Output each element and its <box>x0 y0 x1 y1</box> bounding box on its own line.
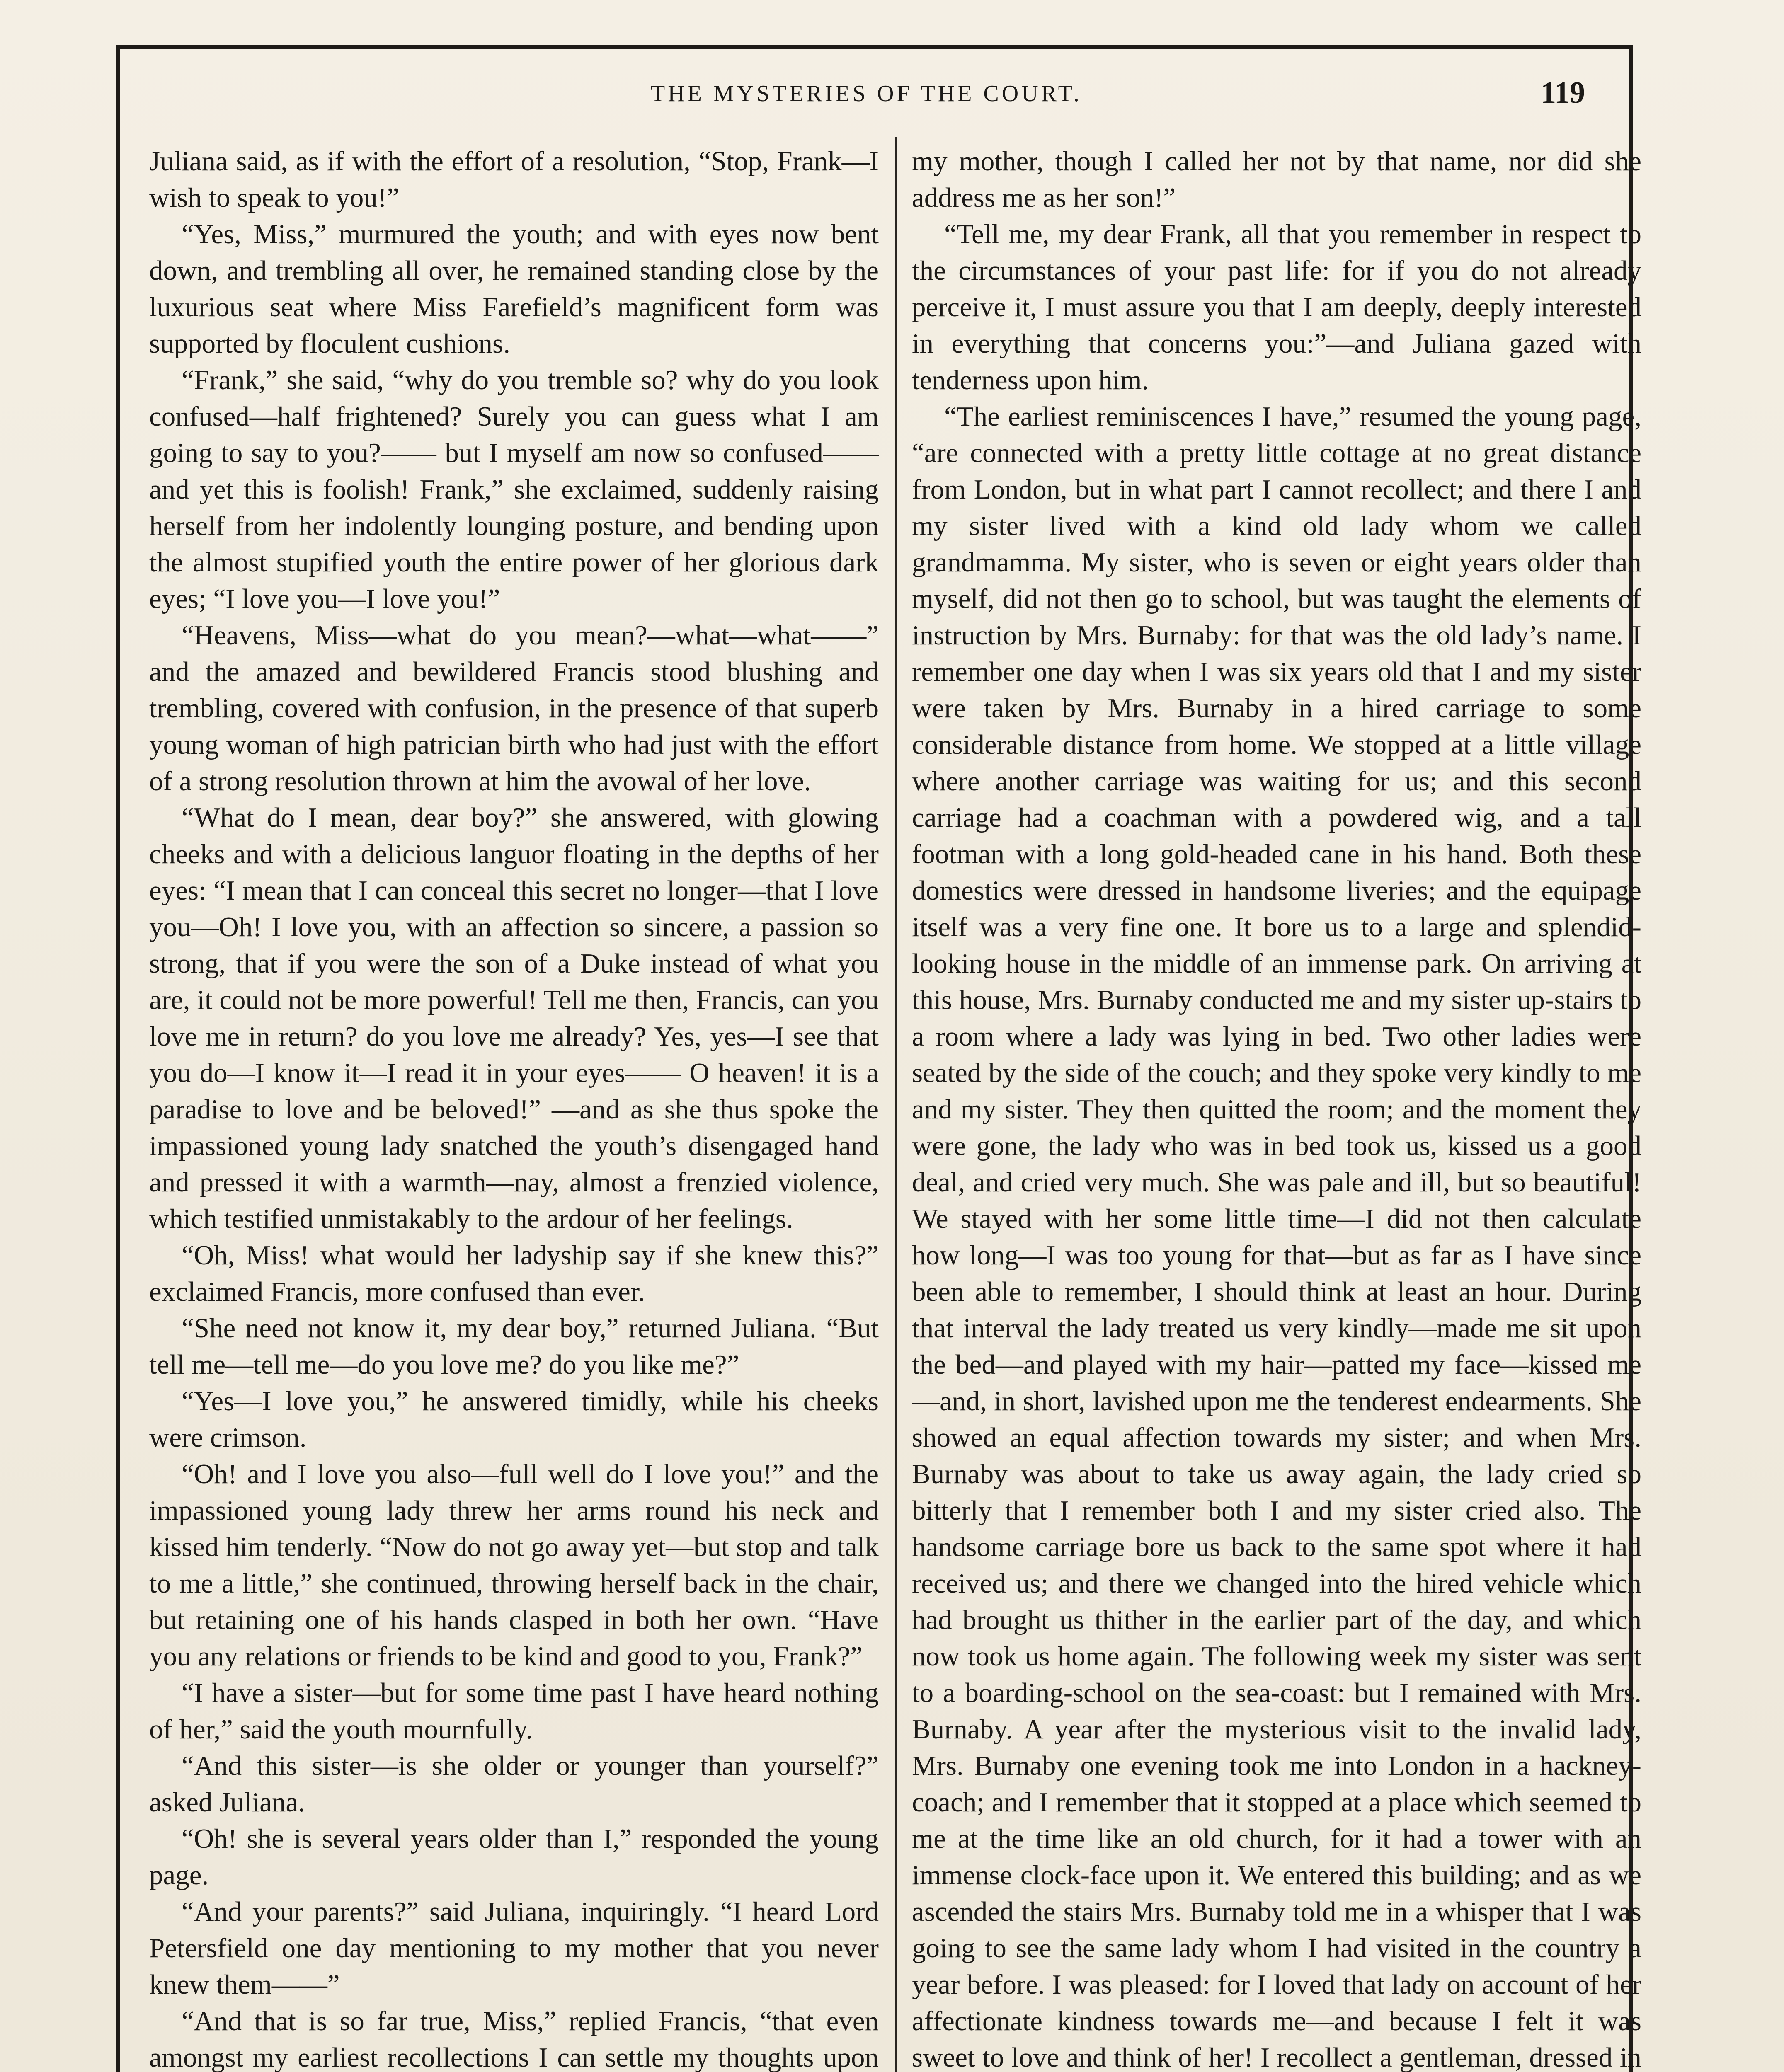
paragraph: “Oh! and I love you also—full well do I love you!” and the impassioned young lady threw her arms round his neck and kissed him tenderly. “Now do not go away yet—but stop and talk to me a little,” she continued, throwing herself back in the chair, but retaining one of his hands clasped in both her own. “Have you any relations or friends to be kind and good to you, Frank?” <box>149 1459 879 1672</box>
running-head <box>605 75 1600 121</box>
page-border-top <box>116 45 1633 49</box>
left-column <box>149 143 879 2072</box>
paragraph: “And that is so far true, Miss,” replied Francis, “that even amongst my earliest recollections I can settle my thoughts upon <box>149 2006 879 2072</box>
paragraph: “The earliest reminiscences I have,” resumed the young page, “are connected with a pretty little cottage at no great distance from London, but in what part I cannot recollect; and there I and my sister lived with a kind old lady whom we called grandmamma. My sister, who is seven or eight years older than myself, did not then go to school, but was taught the elements of instruction by Mrs. Burnaby: for that was the old lady’s name. I remember one day when I was six years old that I and my sister were taken by Mrs. Burnaby in a hired carriage to some considerable distance from home. We stopped at a little village where another carriage was waiting for us; and this second carriage had a coachman with a powdered wig, and a tall footman with a long gold-headed cane in his hand. Both these domestics were dressed in handsome liveries; and the equipage itself was a very fine one. It bore us to a large and splendid-looking house in the middle of an immense park. On arriving at this house, Mrs. Burnaby conducted me and my sister up-stairs to a room where a lady was lying in bed. Two other ladies were seated by the side of the couch; and they spoke very kindly to me and my sister. They then quitted the room; and the moment they were gone, the lady who was in bed took us, kissed us a good deal, and cried very much. She was pale and ill, but so beautiful! We stayed with her some little time—I did not then calculate how long—I was too young for that—but as far as I have since been able to remember, I should think at least an hour. During that interval the lady treated us very kindly—made me sit upon the bed—and played with my hair—patted my face—kissed me—and, in short, lavished upon me the tenderest endearments. She showed an equal affection towards my sister; and when Mrs. Burnaby was about to take us away again, the lady cried so bitterly that I remember both I and my sister cried also. The handsome carriage bore us back to the same spot where it had received us; and there we changed into the hired vehicle which had brought us thither in the earlier part of the day, and which now took us home again. The following week my sister was sent to a boarding-school on the sea-coast: but I remained with Mrs. Burnaby. A year after the mysterious visit to the invalid lady, Mrs. Burnaby one evening took me into London in a hackney-coach; and I remember that it stopped at a place which seemed to me at the time like an old church, for it had a tower with an immense clock-face upon it. We entered this building; and as we ascended the stairs Mrs. Burnaby told me in a whisper that I was going to see the same lady whom I had visited in the country a year before. I was pleased: for I loved that lady on account of her affectionate kindness towards me—and because I felt it was sweet to love and think of her! I recollect a gentleman, dressed in <box>912 401 1641 2072</box>
paragraph: “Yes, Miss,” murmured the youth; and with eyes now bent down, and trembling all over, he remained standing close by the luxurious seat where Miss Farefield’s magnificent form was supported by floculent cushions. <box>149 219 879 359</box>
page-number: 119 <box>1541 76 1585 110</box>
paragraph: “What do I mean, dear boy?” she answered, with glowing cheeks and with a delicious languor floating in the depths of her eyes: “I mean that I can conceal this secret no longer—that I love you—Oh! I love you, with an affection so sincere, a passion so strong, that if you were the son of a Duke instead of what you are, it could not be more powerful! Tell me then, Francis, can you love me in return? do you love me already? Yes, yes—I see that you do—I know it—I read it in your eyes—— O heaven! it is a paradise to love and be beloved!” —and as she thus spoke the impassioned young lady snatched the youth’s disengaged hand and pressed it with a warmth—nay, almost a frenzied violence, which testified unmistakably to the ardour of her feelings. <box>149 802 879 1234</box>
paragraph: “Tell me, my dear Frank, all that you remember in respect to the circumstances of your past life: for if you do not already perceive it, I must assure you that I am deeply, deeply interested in everything that concerns you:”—and Juliana gazed with tenderness upon him. <box>912 219 1641 395</box>
paragraph: “Yes—I love you,” he answered timidly, while his cheeks were crimson. <box>149 1386 879 1453</box>
column-divider <box>895 137 897 2072</box>
page-border-left <box>116 45 120 2072</box>
running-title: THE MYSTERIES OF THE COURT. <box>651 81 1082 107</box>
paragraph: “And this sister—is she older or younger than yourself?” asked Juliana. <box>149 1750 879 1818</box>
paragraph: “And your parents?” said Juliana, inquiringly. “I heard Lord Petersfield one day mentioning to my mother that you never knew them——” <box>149 1896 879 2000</box>
paragraph: “Oh, Miss! what would her ladyship say if she knew this?” exclaimed Francis, more confused than ever. <box>149 1240 879 1307</box>
paragraph: “I have a sister—but for some time past I have heard nothing of her,” said the youth mournfully. <box>149 1677 879 1745</box>
paragraph: Juliana said, as if with the effort of a resolution, “Stop, Frank—I wish to speak to you!” <box>149 146 879 213</box>
paragraph: “She need not know it, my dear boy,” returned Juliana. “But tell me—tell me—do you love me? do you like me?” <box>149 1313 879 1380</box>
paragraph: “Oh! she is several years older than I,” responded the young page. <box>149 1823 879 1890</box>
right-column <box>912 143 1641 2072</box>
paragraph: “Frank,” she said, “why do you tremble so? why do you look confused—half frightened? Surely you can guess what I am going to say to you?—— but I myself am now so confused——and yet this is foolish! Frank,” she exclaimed, suddenly raising herself from her indolently lounging posture, and bending upon the almost stupified youth the entire power of her glorious dark eyes; “I love you—I love you!” <box>149 365 879 614</box>
paragraph: my mother, though I called her not by that name, nor did she address me as her son!” <box>912 146 1641 213</box>
paragraph: “Heavens, Miss—what do you mean?—what—what——” and the amazed and bewildered Francis stood blushing and trembling, covered with confusion, in the presence of that superb young woman of high patrician birth who had just with the effort of a strong resolution thrown at him the avowal of her love. <box>149 620 879 796</box>
